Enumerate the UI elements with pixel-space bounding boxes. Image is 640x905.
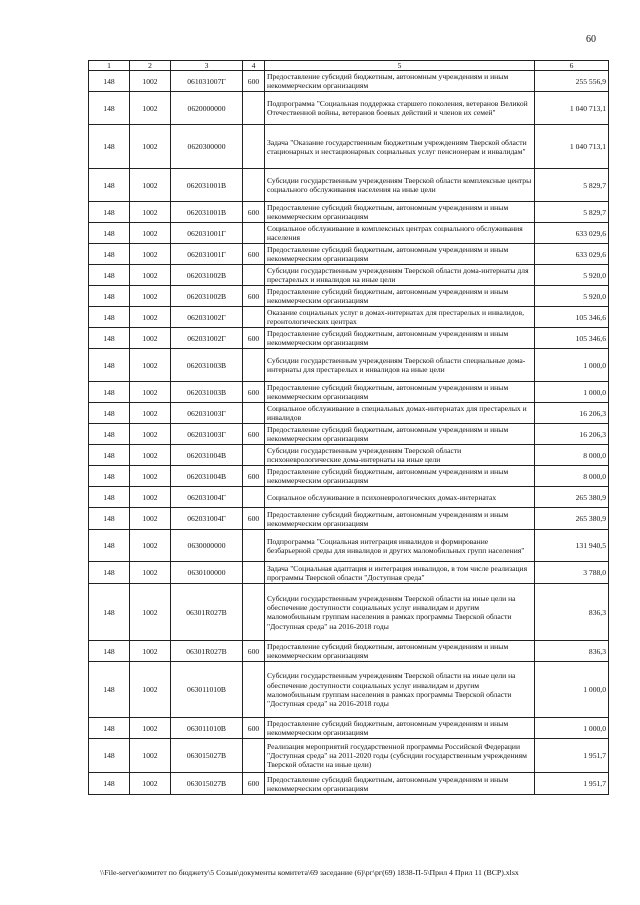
table-row [89, 286, 609, 307]
cell-grbs: 148 [89, 328, 130, 349]
table-body [89, 71, 609, 795]
cell-grbs: 148 [89, 445, 130, 466]
cell-target-article: 062031003В [171, 382, 243, 403]
cell-section: 1002 [130, 125, 171, 169]
cell-amount: 265 380,9 [535, 508, 609, 530]
table-row [89, 508, 609, 530]
table-row [89, 202, 609, 223]
cell-amount: 1 000,0 [535, 349, 609, 382]
table-row [89, 169, 609, 202]
cell-amount: 1 040 713,1 [535, 92, 609, 125]
cell-expense-type: 600 [243, 71, 265, 92]
cell-target-article: 062031003Г [171, 424, 243, 445]
table-row [89, 349, 609, 382]
cell-section: 1002 [130, 445, 171, 466]
file-path-footer: \\File-server\комитет по бюджету\5 Созыв\документы комитета\69 заседание (6)\рг\рг(69) 1838-П-5\Прил 4 Прил 11 (ВСР).xlsx [100, 868, 519, 877]
cell-description: Субсидии государственным учреждениям Тверской области на иные цели на обеспечение доступности социальных услуг инвалидам и другим маломобильным группам населения в рамках программы Тверской области "Доступная среда" на 2016-2018 годы [265, 662, 535, 718]
cell-amount: 633 029,6 [535, 244, 609, 265]
cell-target-article: 063015027В [171, 773, 243, 795]
cell-expense-type: 600 [243, 466, 265, 487]
cell-amount: 131 940,5 [535, 530, 609, 562]
cell-description: Реализация мероприятий государственной программы Российской Федерации "Доступная среда" на 2011-2020 годы (субсидии государственным учреждениям Тверской области на иные цели) [265, 739, 535, 773]
cell-amount: 633 029,6 [535, 223, 609, 244]
cell-amount: 16 206,3 [535, 403, 609, 424]
cell-expense-type [243, 562, 265, 584]
cell-target-article: 062031002В [171, 265, 243, 286]
cell-expense-type: 600 [243, 508, 265, 530]
cell-expense-type [243, 739, 265, 773]
table-row [89, 403, 609, 424]
table-row [89, 92, 609, 125]
cell-section: 1002 [130, 349, 171, 382]
cell-expense-type: 600 [243, 244, 265, 265]
cell-target-article: 062031001В [171, 202, 243, 223]
cell-amount: 255 556,9 [535, 71, 609, 92]
cell-description: Социальное обслуживание в психоневрологических домах-интернатах [265, 487, 535, 508]
cell-target-article: 06301R027В [171, 641, 243, 662]
table-row [89, 125, 609, 169]
cell-grbs: 148 [89, 92, 130, 125]
cell-section: 1002 [130, 286, 171, 307]
cell-expense-type [243, 307, 265, 328]
cell-target-article: 0620300000 [171, 125, 243, 169]
cell-expense-type [243, 125, 265, 169]
table-row [89, 265, 609, 286]
cell-expense-type [243, 530, 265, 562]
cell-amount: 5 920,0 [535, 265, 609, 286]
cell-grbs: 148 [89, 718, 130, 739]
cell-expense-type [243, 92, 265, 125]
cell-grbs: 148 [89, 466, 130, 487]
cell-target-article: 062031004Г [171, 508, 243, 530]
cell-expense-type: 600 [243, 641, 265, 662]
table-row [89, 530, 609, 562]
cell-grbs: 148 [89, 508, 130, 530]
cell-amount: 105 346,6 [535, 328, 609, 349]
cell-grbs: 148 [89, 202, 130, 223]
cell-expense-type [243, 487, 265, 508]
cell-expense-type [243, 169, 265, 202]
cell-description: Предоставление субсидий бюджетным, автономным учреждениям и иным некоммерческим организациям [265, 773, 535, 795]
cell-grbs: 148 [89, 773, 130, 795]
cell-expense-type: 600 [243, 424, 265, 445]
cell-target-article: 062031004Г [171, 487, 243, 508]
cell-description: Предоставление субсидий бюджетным, автономным учреждениям и иным некоммерческим организациям [265, 466, 535, 487]
cell-grbs: 148 [89, 169, 130, 202]
cell-description: Субсидии государственным учреждениям Тверской области дома-интернаты для престарелых и инвалидов на иные цели [265, 265, 535, 286]
table-header-row [89, 61, 609, 71]
cell-amount: 1 951,7 [535, 773, 609, 795]
cell-description: Субсидии государственным учреждениям Тверской области психоневрологические дома-интернаты на иные цели [265, 445, 535, 466]
cell-target-article: 062031002В [171, 286, 243, 307]
cell-section: 1002 [130, 307, 171, 328]
cell-expense-type: 600 [243, 718, 265, 739]
cell-description: Подпрограмма "Социальная интеграция инвалидов и формирование безбарьерной среды для инвалидов и других маломобильных групп населения" [265, 530, 535, 562]
cell-section: 1002 [130, 718, 171, 739]
cell-target-article: 062031003В [171, 349, 243, 382]
cell-section: 1002 [130, 424, 171, 445]
cell-target-article: 063015027В [171, 739, 243, 773]
cell-grbs: 148 [89, 641, 130, 662]
header-cell: 2 [130, 61, 171, 71]
cell-section: 1002 [130, 508, 171, 530]
cell-amount: 3 788,0 [535, 562, 609, 584]
table-row [89, 244, 609, 265]
header-cell: 3 [171, 61, 243, 71]
cell-grbs: 148 [89, 223, 130, 244]
cell-section: 1002 [130, 202, 171, 223]
table-row [89, 466, 609, 487]
cell-description: Предоставление субсидий бюджетным, автономным учреждениям и иным некоммерческим организациям [265, 718, 535, 739]
cell-amount: 1 951,7 [535, 739, 609, 773]
cell-section: 1002 [130, 169, 171, 202]
cell-description: Социальное обслуживание в комплексных центрах социального обслуживания населения [265, 223, 535, 244]
header-cell: 6 [535, 61, 609, 71]
cell-target-article: 0620000000 [171, 92, 243, 125]
cell-description: Предоставление субсидий бюджетным, автономным учреждениям и иным некоммерческим организациям [265, 424, 535, 445]
table-row [89, 445, 609, 466]
cell-target-article: 062031001Г [171, 244, 243, 265]
cell-section: 1002 [130, 662, 171, 718]
cell-expense-type [243, 265, 265, 286]
cell-expense-type [243, 223, 265, 244]
table-row [89, 662, 609, 718]
cell-expense-type: 600 [243, 328, 265, 349]
cell-description: Предоставление субсидий бюджетным, автономным учреждениям и иным некоммерческим организациям [265, 382, 535, 403]
cell-description: Оказание социальных услуг в домах-интернатах для престарелых и инвалидов, геронтологических центрах [265, 307, 535, 328]
cell-grbs: 148 [89, 403, 130, 424]
cell-description: Субсидии государственным учреждениям Тверской области специальные дома-интернаты для престарелых и инвалидов на иные цели [265, 349, 535, 382]
cell-amount: 1 000,0 [535, 382, 609, 403]
cell-grbs: 148 [89, 530, 130, 562]
table-row [89, 328, 609, 349]
cell-amount: 5 829,7 [535, 169, 609, 202]
cell-target-article: 062031004В [171, 466, 243, 487]
cell-amount: 1 040 713,1 [535, 125, 609, 169]
cell-amount: 8 000,0 [535, 445, 609, 466]
cell-amount: 836,3 [535, 641, 609, 662]
cell-description: Субсидии государственным учреждениям Тверской области на иные цели на обеспечение доступности социальных услуг инвалидам и другим маломобильным группам населения в рамках программы Тверской области "Доступная среда" на 2016-2018 годы [265, 584, 535, 641]
table-row [89, 223, 609, 244]
cell-description: Предоставление субсидий бюджетным, автономным учреждениям и иным некоммерческим организациям [265, 202, 535, 223]
cell-expense-type: 600 [243, 286, 265, 307]
cell-grbs: 148 [89, 584, 130, 641]
cell-grbs: 148 [89, 244, 130, 265]
cell-section: 1002 [130, 328, 171, 349]
cell-target-article: 0630000000 [171, 530, 243, 562]
cell-section: 1002 [130, 71, 171, 92]
cell-grbs: 148 [89, 307, 130, 328]
cell-section: 1002 [130, 641, 171, 662]
cell-description: Социальное обслуживание в специальных домах-интернатах для престарелых и инвалидов [265, 403, 535, 424]
cell-target-article: 061031007Г [171, 71, 243, 92]
cell-section: 1002 [130, 382, 171, 403]
cell-description: Предоставление субсидий бюджетным, автономным учреждениям и иным некоммерческим организациям [265, 508, 535, 530]
cell-target-article: 063011010В [171, 718, 243, 739]
cell-expense-type [243, 662, 265, 718]
cell-section: 1002 [130, 92, 171, 125]
table-row [89, 584, 609, 641]
table-row [89, 641, 609, 662]
cell-description: Предоставление субсидий бюджетным, автономным учреждениям и иным некоммерческим организациям [265, 286, 535, 307]
cell-grbs: 148 [89, 424, 130, 445]
cell-target-article: 06301R027В [171, 584, 243, 641]
cell-expense-type: 600 [243, 202, 265, 223]
cell-expense-type: 600 [243, 773, 265, 795]
cell-section: 1002 [130, 584, 171, 641]
cell-section: 1002 [130, 773, 171, 795]
cell-amount: 8 000,0 [535, 466, 609, 487]
cell-section: 1002 [130, 739, 171, 773]
table-row [89, 71, 609, 92]
cell-grbs: 148 [89, 125, 130, 169]
header-cell: 4 [243, 61, 265, 71]
cell-description: Предоставление субсидий бюджетным, автономным учреждениям и иным некоммерческим организациям [265, 71, 535, 92]
cell-target-article: 0630100000 [171, 562, 243, 584]
cell-target-article: 062031001Г [171, 223, 243, 244]
table-row [89, 487, 609, 508]
cell-section: 1002 [130, 223, 171, 244]
cell-description: Субсидии государственным учреждениям Тверской области комплексные центры социального обслуживания населения на иные цели [265, 169, 535, 202]
table-row [89, 424, 609, 445]
cell-grbs: 148 [89, 349, 130, 382]
cell-description: Предоставление субсидий бюджетным, автономным учреждениям и иным некоммерческим организациям [265, 328, 535, 349]
cell-grbs: 148 [89, 71, 130, 92]
cell-target-article: 062031003Г [171, 403, 243, 424]
cell-description: Предоставление субсидий бюджетным, автономным учреждениям и иным некоммерческим организациям [265, 641, 535, 662]
cell-amount: 5 920,0 [535, 286, 609, 307]
cell-target-article: 062031001В [171, 169, 243, 202]
cell-section: 1002 [130, 530, 171, 562]
cell-target-article: 063011010В [171, 662, 243, 718]
cell-expense-type [243, 584, 265, 641]
cell-expense-type [243, 349, 265, 382]
cell-expense-type [243, 403, 265, 424]
cell-amount: 16 206,3 [535, 424, 609, 445]
cell-description: Предоставление субсидий бюджетным, автономным учреждениям и иным некоммерческим организациям [265, 244, 535, 265]
cell-grbs: 148 [89, 562, 130, 584]
cell-section: 1002 [130, 562, 171, 584]
cell-amount: 1 000,0 [535, 718, 609, 739]
cell-description: Подпрограмма "Социальная поддержка старшего поколения, ветеранов Великой Отечественной войны, ветеранов боевых действий и членов их семей" [265, 92, 535, 125]
cell-section: 1002 [130, 265, 171, 286]
header-cell: 5 [265, 61, 535, 71]
cell-grbs: 148 [89, 739, 130, 773]
cell-target-article: 062031002Г [171, 307, 243, 328]
cell-description: Задача "Социальная адаптация и интеграция инвалидов, в том числе реализация программы Тверской области "Доступная среда" [265, 562, 535, 584]
page-number: 60 [586, 34, 596, 45]
cell-amount: 5 829,7 [535, 202, 609, 223]
cell-grbs: 148 [89, 265, 130, 286]
table-row [89, 382, 609, 403]
table-row [89, 739, 609, 773]
table-row [89, 773, 609, 795]
cell-grbs: 148 [89, 286, 130, 307]
table-row [89, 562, 609, 584]
cell-section: 1002 [130, 466, 171, 487]
cell-section: 1002 [130, 244, 171, 265]
cell-amount: 265 380,9 [535, 487, 609, 508]
table-row [89, 307, 609, 328]
budget-table [88, 60, 609, 795]
cell-grbs: 148 [89, 382, 130, 403]
cell-grbs: 148 [89, 487, 130, 508]
cell-description: Задача "Оказание государственным бюджетным учреждениям Тверской области стационарных и нестационарных социальных услуг пенсионерам и инвалидам" [265, 125, 535, 169]
cell-section: 1002 [130, 403, 171, 424]
header-cell: 1 [89, 61, 130, 71]
cell-section: 1002 [130, 487, 171, 508]
cell-target-article: 062031004В [171, 445, 243, 466]
table-row [89, 718, 609, 739]
cell-target-article: 062031002Г [171, 328, 243, 349]
cell-grbs: 148 [89, 662, 130, 718]
cell-amount: 1 000,0 [535, 662, 609, 718]
cell-amount: 836,3 [535, 584, 609, 641]
cell-amount: 105 346,6 [535, 307, 609, 328]
cell-expense-type [243, 445, 265, 466]
cell-expense-type: 600 [243, 382, 265, 403]
